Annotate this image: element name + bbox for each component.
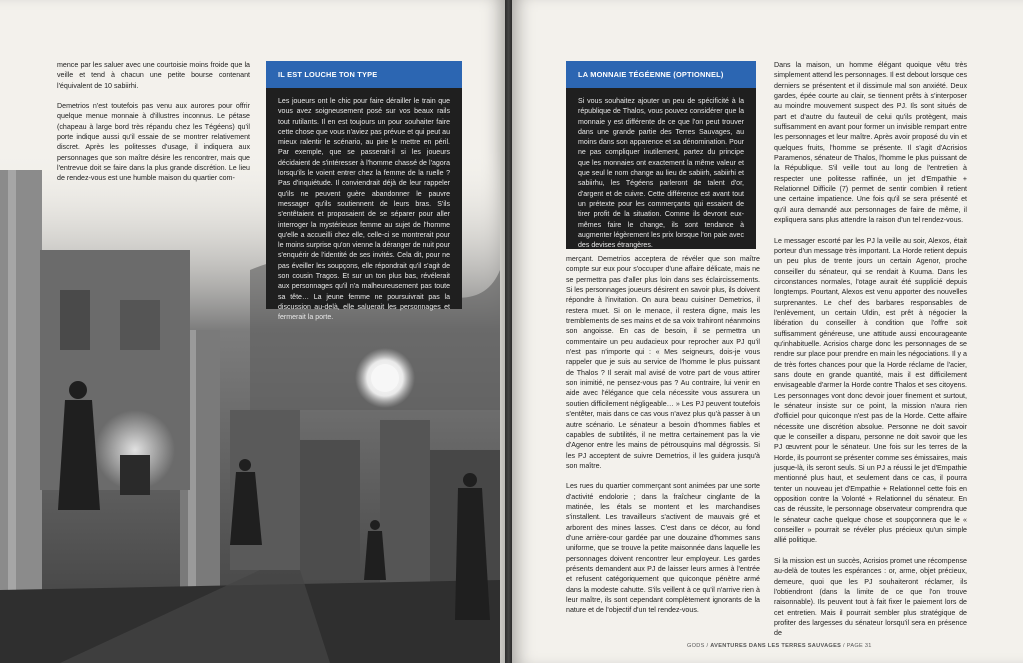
footer-page-number: PAGE 31 — [846, 643, 872, 649]
left-text-column — [57, 60, 250, 184]
intro-paragraph: mence par les saluer avec une courtoisie moins froide que la veille et tend à chacun une petite bourse contenant l'équivalent de 10 sabiirhi. — [57, 61, 250, 90]
left-page — [0, 0, 505, 663]
sidebar-monnaie-title: LA MONNAIE TÉGÉENNE (OPTIONNEL) — [566, 61, 756, 88]
body-paragraph: Le messager escorté par les PJ la veille au soir, Alexos, était porteur d'un message très important. La Horde retient depuis un peu plus de trente jours un certain Agenor, proche conseiller du sénateur, qui se rendait à Kuuma. Dans les circonstances normales, l'otage aurait été supplicié depuis longtemps. Pourtant, Alexos est venu apporter des nouvelles surprenantes. Le chef des barbares responsables de l'enlèvement, un certain Uldin, est prêt à négocier la libération du conseiller à condition que l'offre soit suffisamment généreuse, une attitude aussi encourageante qu'inhabituelle. Acrisios charge donc les personnages de se rendre sur place pour prendre en main les négociations. Il y a de très fortes chances pour que la Horde réclame de l'acier, sans doute en grande quantité, mais il est difficilement envisageable d'armer la Horde contre Thalos et ses citoyens. Les personnages vont donc devoir jouer finement et surtout, le sénateur insiste sur ce point, la mission n'aura rien d'officiel pour quiconque n'est pas de la Horde. Cette affaire nécessite une discrétion absolue. Personne ne doit savoir que le conseiller a disparu, personne ne doit savoir que les PJ œuvrent pour le sénateur. Une fois sur les terres de la Horde, ils pourront se présenter comme ses émissaires, mais jusque-là, ils seront seuls. Si un PJ a réussi le jet d'Empathie mentionné plus haut, et seulement dans ce cas, il pourra tenter un nouveau jet d'Empathie + Relationnel cette fois en opposition contre la Volonté + Relationnel du sénateur. En cas de réussite, le personnage observateur comprendra que le sénateur cache quelque chose et soupçonnera que le « conseiller » pourrait se révéler plus précieux qu'un simple allié politique. — [774, 236, 967, 545]
right-text-column — [774, 60, 967, 639]
body-paragraph: Dans la maison, un homme élégant quoique vêtu très simplement attend les personnages. Il est debout lorsque ces derniers se présentent et il dissimule mal son anxiété. Deux gardes, épée courte au clair, se tiennent prêts à s'interposer au moindre mouvement suspect des PJ. Ils sont situés de part et d'autre du fauteuil de celui qu'ils protègent, mais suffisamment en avant pour former un invisible rempart entre les personnages et leur maître. Après avoir proposé du vin et quelques fruits, l'homme se présente. Il s'agit d'Acrisios Paramenos, sénateur de Thalos, l'homme le plus puissant de la République. S'il veille tout au long de l'entretien à respecter une politesse raffinée, un jet d'Empathie + Relationnel Difficile (7) permet de sentir combien il retient une certaine impatience. Une fois qu'il se sera présenté et qu'il aura demandé aux personnages de faire de même, il expliquera sans plus attendre la raison d'un tel rendez-vous. — [774, 61, 967, 225]
middle-text-column — [566, 254, 760, 616]
sidebar-louche-body: Les joueurs ont le chic pour faire dérailler le train que vous avez soigneusement posé sur vos beaux rails tout rutilants. Il en est toujours un pour souhaiter faire cette chose que vous n'aviez pas prévue et qui peut au mieux ralentir le scénario, au pire le mettre en péril. Par exemple, que se passerait-il si les joueurs décidaient de s'intéresser à l'homme chassé de l'agora lorsqu'ils le voient entrer chez la femme de la ruelle ? Pas d'inquiétude. Il conviendrait déjà de leur rappeler qu'ils ne peuvent guère abandonner le pauvre messager qu'ils soutiennent de leurs bras. S'ils s'entêtaient et proposaient de se séparer pour aller interroger la mystérieuse femme au sujet de l'homme qu'elle a accueilli chez elle, celle-ci se montrerait pour le moins surprise qu'on vienne la déranger de nuit pour s'enquérir de l'identité de ses invités. Cela dit, pour ne pas éveiller les soupçons, elle répondrait qu'il s'agit de son cousin Tragos. Et sur un ton plus bas, révélerait aux personnages qu'il n'a malheureusement pas toute sa tête… La jeune femme ne poursuivrait pas la discussion au-delà, elle saluerait les personnages et fermerait la porte. — [278, 98, 450, 322]
sidebar-monnaie — [566, 61, 756, 249]
sidebar-louche-title: IL EST LOUCHE TON TYPE — [266, 61, 462, 88]
demetrios-paragraph: Demetrios n'est toutefois pas venu aux aurores pour offrir quelque menue monnaie à d'illustres inconnus. Le pétase (chapeau à large bord très répandu chez les Tégéens) qu'il porte indique aussi qu'il essaie de se montrer relativement discret. Après les politesses d'usage, il indiquera aux personnages que son maître désire les rencontrer, mais que l'entrevue doit se faire dans la plus grande discrétion. Le lieu de rendez-vous est une humble maison du quartier com- — [57, 102, 250, 183]
footer-game: GODS — [687, 643, 705, 649]
footer-section: AVENTURES DANS LES TERRES SAUVAGES — [710, 643, 842, 649]
body-paragraph: merçant. Demetrios acceptera de révéler que son maître compte sur eux pour s'occuper d'une affaire délicate, mais ne se permettra pas d'aller plus loin dans ses éclaircissements. Si les personnages joueurs désirent en savoir plus, ils doivent répondre à l'invitation. On aura beau cuisiner Demetrios, il restera muet. Si on le menace, il restera digne, mais les tremblements de ses mains et de sa voix trahiront néanmoins son angoisse. En cas de besoin, il se permettra un commentaire un peu audacieux pour reprocher aux PJ qu'il n'est pas n'importe qui : « Mes seigneurs, dois-je vous rappeler que je suis au service de l'homme le plus puissant de Thalos ? Il serait mal avisé de votre part de vous attirer son inimitié, ne pensez-vous pas ? Au contraire, lui venir en aide avec l'élégance que cela nécessite vous assurera un soutien difficilement négligeable… » Les PJ peuvent toutefois s'entêter, mais dans ce cas vous n'avez plus qu'à passer à un autre scénario. Le sénateur a besoin d'hommes fiables et capables de subtilités, il ne mettra certainement pas la vie d'Agenor entre les mains de pétrousquins mal dégrossis. Si les PJ acceptent de suivre Demetrios, il les guidera jusqu'à son maître. — [566, 255, 761, 470]
right-page — [512, 0, 1023, 663]
sidebar-monnaie-body: Si vous souhaitez ajouter un peu de spécificité à la république de Thalos, vous pouvez considérer que la monnaie y est différente de ce que l'on peut trouver dans une grande partie des Terres Sauvages, au moins dans son apparence et sa dénomination. Pour ne pas compliquer inutilement, partez du principe que les monnaies ont exactement la même valeur et que seul le nom change au lieu de sabiirh, sabiirhi et sabiirhu, les Tégéens parleront de talent d'or, d'argent et de cuivre. Cette différence est avant tout un prétexte pour les commerçants qui essaient de tirer profit de la situation. Comme ils devront eux-mêmes faire le change, ils sont tendance à augmenter légèrement les prix lorsque l'on paie avec des devises étrangères. — [578, 98, 744, 250]
book-gutter — [505, 0, 512, 663]
sidebar-louche — [266, 61, 462, 322]
body-paragraph: Les rues du quartier commerçant sont animées par une sorte d'activité endolorie ; dans la fraîcheur cinglante de la matinée, les étals se montent et les marchandises s'installent. Les travailleurs s'activent de mauvais gré et arborent des mines lasses. C'est dans ce décor, au fond d'une arrière-cour gardée par une douzaine d'hommes sans uniforme, que se trouve la petite maisonnée dans laquelle les personnages doivent rencontrer leur employeur. Les gardes présents demandent aux PJ de laisser leurs armes à l'entrée et refusent catégoriquement que quiconque pénètre armé dans la modeste cahutte. S'ils veillent à ce qu'il n'arrive rien à leur maître, ils sont cependant complètement ignorants de la nature et de l'objectif d'un tel rendez-vous. — [566, 482, 760, 615]
page-footer: GODS / AVENTURES DANS LES TERRES SAUVAGES / PAGE 31 — [687, 643, 872, 649]
body-paragraph: Si la mission est un succès, Acrisios promet une récompense au-delà de toutes les espérances : or, arme, objet précieux, demeure, quoi que les PJ souhaiteront réclamer, ils l'obtiendront (dans la limite de ce que l'on trouve raisonnable). Ils peuvent tout à fait fixer le paiement lors de cet entretien. Mais il pourrait sembler plus stratégique de profiter des largesses du sénateur lorsqu'il sera en présence de — [774, 556, 967, 638]
